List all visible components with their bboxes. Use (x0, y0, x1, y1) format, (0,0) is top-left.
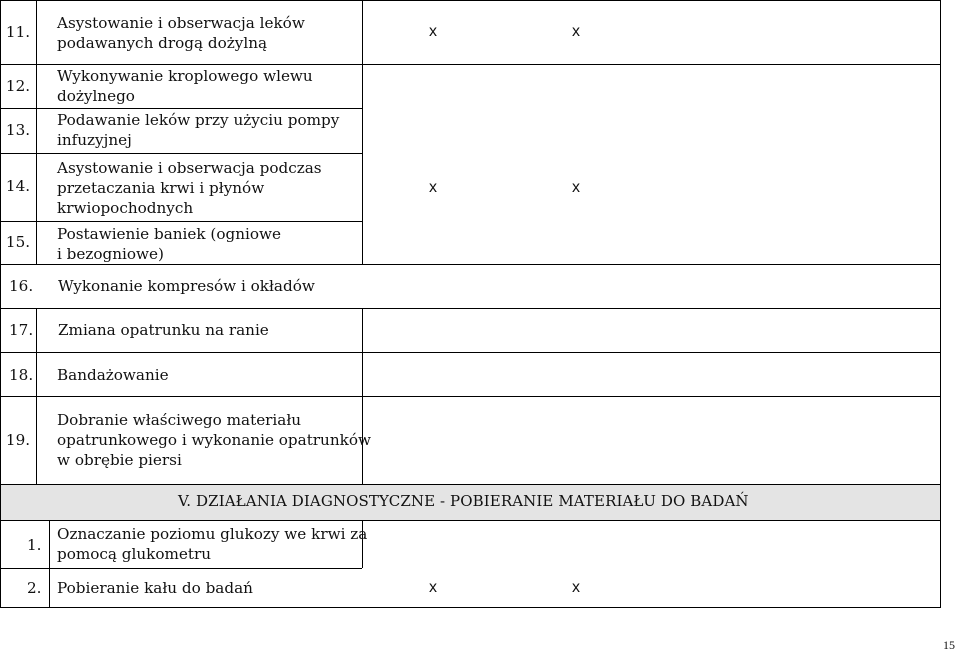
page-number: 15 (943, 638, 955, 652)
row-label: Postawienie baniek (ogniowe i bezogniowe) (57, 225, 281, 263)
row-number: 19. (5, 431, 31, 449)
row-label: Pobieranie kału do badań (57, 579, 253, 597)
row-number: 1. (27, 536, 42, 554)
row-number: 11. (5, 23, 31, 41)
row-number: 17. (9, 321, 34, 339)
row-line (0, 607, 941, 608)
mark-x: x (572, 23, 580, 40)
row-line (0, 221, 362, 222)
mark-x: x (429, 579, 437, 596)
row-line (0, 308, 941, 309)
row-line (0, 64, 941, 65)
row-label: Asystowanie i obserwacja podczas przetaczania krwi i płynów krwiopochodnych (57, 159, 322, 217)
row-label: Wykonanie kompresów i okładów (58, 277, 315, 295)
col-divider-num (36, 0, 37, 264)
row-label: Zmiana opatrunku na ranie (58, 321, 269, 339)
row-line (0, 568, 362, 569)
table-border-right (940, 0, 941, 608)
row-label: Wykonywanie kroplowego wlewu dożylnego (57, 67, 313, 105)
mark-x: x (429, 179, 437, 196)
row-number: 18. (9, 366, 34, 384)
row-label: Asystowanie i obserwacja leków podawanych drogą dożylną (57, 14, 305, 52)
row-number: 15. (5, 233, 31, 251)
row-number: 12. (5, 77, 31, 95)
row-number: 2. (27, 579, 42, 597)
row-label: Bandażowanie (57, 366, 169, 384)
section-heading: V. DZIAŁANIA DIAGNOSTYCZNE - POBIERANIE MATERIAŁU DO BADAŃ (178, 492, 749, 510)
row-label: Oznaczanie poziomu glukozy we krwi za pomocą glukometru (57, 525, 368, 563)
row-label: Podawanie leków przy użyciu pompy infuzyjnej (57, 111, 340, 149)
row-line (0, 396, 941, 397)
mark-x: x (572, 179, 580, 196)
row-number: 14. (5, 177, 31, 195)
row-line (0, 108, 362, 109)
row-line (0, 520, 941, 521)
row-line (0, 0, 941, 1)
col-divider-num (49, 520, 50, 608)
row-line (0, 264, 941, 265)
row-label: Dobranie właściwego materiału opatrunkowego i wykonanie opatrunków w obrębie piersi (57, 411, 371, 469)
mark-x: x (429, 23, 437, 40)
row-number: 16. (9, 277, 34, 295)
row-line (0, 153, 362, 154)
row-line (0, 352, 941, 353)
col-divider-label (362, 0, 363, 264)
row-number: 13. (5, 121, 31, 139)
mark-x: x (572, 579, 580, 596)
